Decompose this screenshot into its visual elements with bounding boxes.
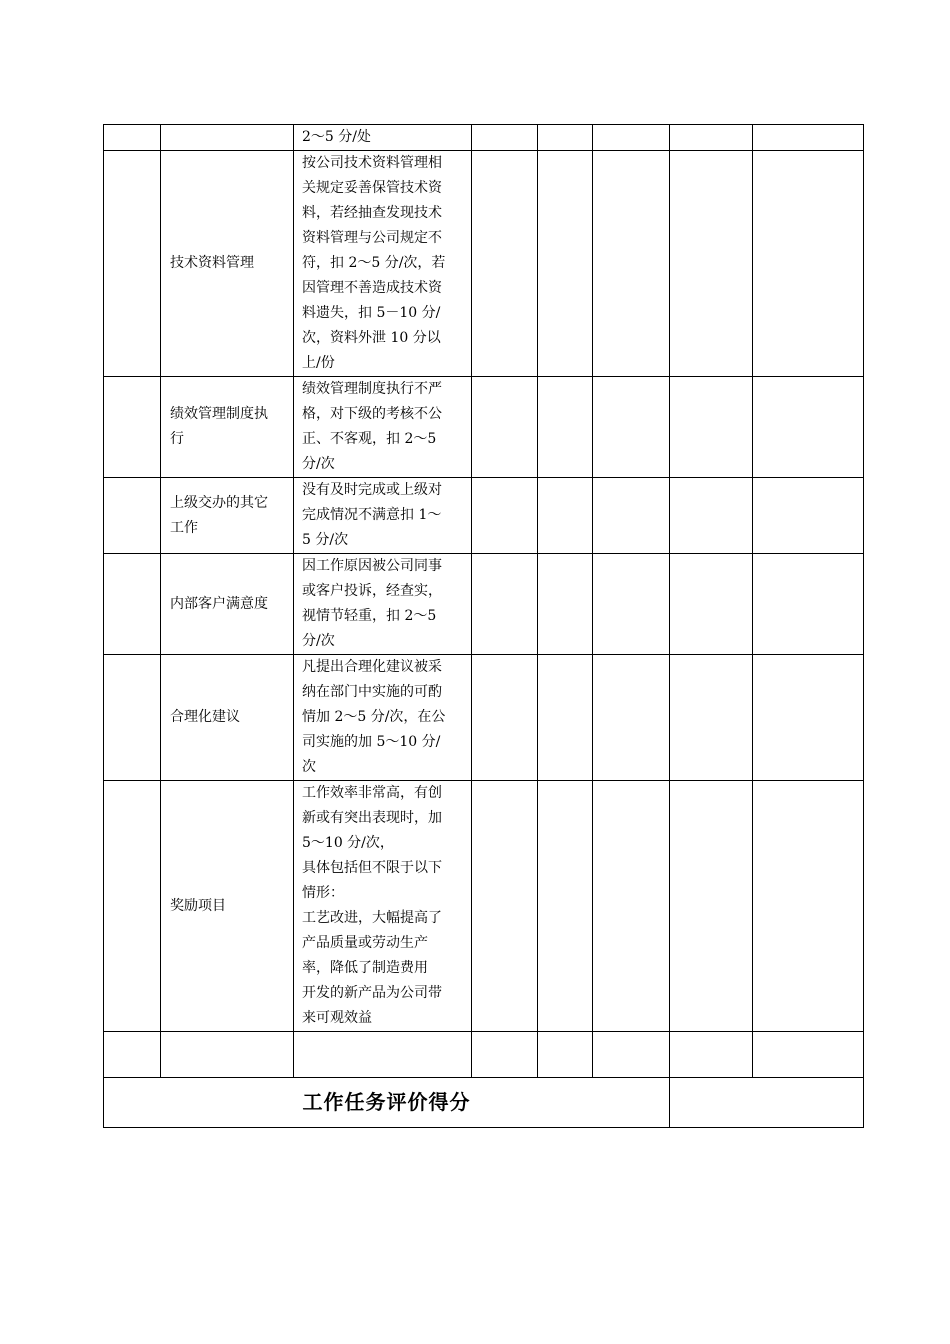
score-cell [538, 151, 593, 377]
total-row [104, 1078, 864, 1128]
criteria-text: 新或有突出表现时，加 [302, 810, 442, 826]
score-cell [670, 781, 753, 1032]
criteria-text: 情加 2～5 分/次，在公 [302, 709, 446, 725]
table-row [104, 377, 864, 478]
score-cell [472, 655, 538, 781]
criteria-text: 按公司技术资料管理相 [302, 155, 442, 171]
score-cell [538, 655, 593, 781]
criteria-text: 次，资料外泄 10 分以 [302, 330, 441, 346]
criteria-text: 5～10 分/次， [302, 835, 394, 851]
criteria-text: 产品质量或劳动生产 [302, 935, 428, 951]
score-cell [593, 478, 670, 554]
score-cell [472, 1032, 538, 1078]
score-cell [593, 151, 670, 377]
item-cell [161, 151, 294, 377]
item-text: 行 [170, 431, 184, 447]
score-cell [472, 554, 538, 655]
table-body [104, 125, 864, 1078]
total-score-label: 工作任务评价得分 [104, 1078, 670, 1128]
index-cell [104, 1032, 161, 1078]
score-cell [538, 1032, 593, 1078]
evaluation-form [103, 124, 864, 1128]
item-text: 技术资料管理 [170, 255, 254, 271]
criteria-cell [294, 377, 472, 478]
criteria-text: 具体包括但不限于以下 [302, 860, 442, 876]
criteria-cell [294, 655, 472, 781]
criteria-cell [294, 125, 472, 151]
score-cell [753, 125, 864, 151]
item-text: 绩效管理制度执 [170, 406, 268, 422]
table-row [104, 151, 864, 377]
total-score-cell [670, 1078, 864, 1128]
score-cell [538, 781, 593, 1032]
criteria-cell [294, 151, 472, 377]
score-cell [753, 655, 864, 781]
score-cell [472, 478, 538, 554]
score-cell [753, 377, 864, 478]
table-row [104, 1032, 864, 1078]
index-cell [104, 377, 161, 478]
table-row [104, 655, 864, 781]
item-cell [161, 478, 294, 554]
criteria-text: 分/次 [302, 456, 335, 472]
criteria-text: 率，降低了制造费用 [302, 960, 428, 976]
criteria-text: 次 [302, 759, 316, 775]
index-cell [104, 655, 161, 781]
index-cell [104, 554, 161, 655]
criteria-text: 分/次 [302, 633, 335, 649]
criteria-text: 因管理不善造成技术资 [302, 280, 442, 296]
criteria-text: 符，扣 2～5 分/次，若 [302, 255, 446, 271]
criteria-text: 或客户投诉，经查实， [302, 583, 442, 599]
criteria-text: 完成情况不满意扣 1～ [302, 507, 442, 523]
score-cell [670, 125, 753, 151]
criteria-text: 工艺改进，大幅提高了 [302, 910, 442, 926]
criteria-text: 关规定妥善保管技术资 [302, 180, 442, 196]
criteria-text: 正、不客观，扣 2～5 [302, 431, 437, 447]
score-cell [593, 1032, 670, 1078]
score-cell [538, 478, 593, 554]
score-cell [670, 151, 753, 377]
score-cell [593, 377, 670, 478]
score-cell [538, 125, 593, 151]
criteria-cell [294, 1032, 472, 1078]
score-cell [538, 554, 593, 655]
score-cell [472, 377, 538, 478]
criteria-text: 视情节轻重，扣 2～5 [302, 608, 437, 624]
table-row [104, 125, 864, 151]
criteria-text: 绩效管理制度执行不严 [302, 381, 442, 397]
criteria-cell [294, 478, 472, 554]
score-cell [593, 125, 670, 151]
criteria-text: 情形： [302, 885, 344, 901]
item-cell [161, 554, 294, 655]
criteria-text: 来可观效益 [302, 1010, 372, 1026]
item-cell [161, 655, 294, 781]
criteria-text: 料，若经抽查发现技术 [302, 205, 442, 221]
score-cell [593, 781, 670, 1032]
item-text: 内部客户满意度 [170, 595, 268, 612]
criteria-text: 因工作原因被公司同事 [302, 558, 442, 574]
score-cell [472, 781, 538, 1032]
score-cell [593, 655, 670, 781]
criteria-text: 资料管理与公司规定不 [302, 230, 442, 246]
score-cell [670, 655, 753, 781]
index-cell [104, 151, 161, 377]
score-cell [753, 151, 864, 377]
score-cell [538, 377, 593, 478]
table-row [104, 478, 864, 554]
score-cell [753, 478, 864, 554]
criteria-text: 2～5 分/处 [302, 129, 371, 145]
criteria-text: 工作效率非常高，有创 [302, 785, 442, 801]
criteria-text: 料遗失，扣 5－10 分/ [302, 305, 441, 321]
item-cell [161, 125, 294, 151]
score-cell [753, 554, 864, 655]
criteria-text: 5 分/次 [302, 532, 349, 548]
item-cell [161, 781, 294, 1032]
score-cell [472, 125, 538, 151]
score-cell [753, 1032, 864, 1078]
score-cell [593, 554, 670, 655]
criteria-text: 凡提出合理化建议被采 [302, 659, 442, 675]
index-cell [104, 125, 161, 151]
item-cell [161, 377, 294, 478]
criteria-cell [294, 781, 472, 1032]
score-cell [753, 781, 864, 1032]
criteria-text: 司实施的加 5～10 分/ [302, 734, 441, 750]
criteria-text: 格，对下级的考核不公 [302, 406, 442, 422]
criteria-text: 开发的新产品为公司带 [302, 985, 442, 1001]
score-cell [670, 377, 753, 478]
item-cell [161, 1032, 294, 1078]
score-cell [472, 151, 538, 377]
index-cell [104, 478, 161, 554]
item-text: 合理化建议 [170, 709, 240, 725]
item-text: 工作 [170, 519, 198, 536]
criteria-text: 纳在部门中实施的可酌 [302, 684, 442, 700]
score-cell [670, 1032, 753, 1078]
criteria-text: 没有及时完成或上级对 [302, 482, 442, 498]
evaluation-table [103, 124, 864, 1128]
score-cell [670, 478, 753, 554]
table-row [104, 781, 864, 1032]
score-cell [670, 554, 753, 655]
index-cell [104, 781, 161, 1032]
table-row [104, 554, 864, 655]
criteria-text: 上/份 [302, 355, 335, 371]
item-text: 上级交办的其它 [170, 494, 268, 511]
item-text: 奖励项目 [170, 897, 226, 914]
criteria-cell [294, 554, 472, 655]
